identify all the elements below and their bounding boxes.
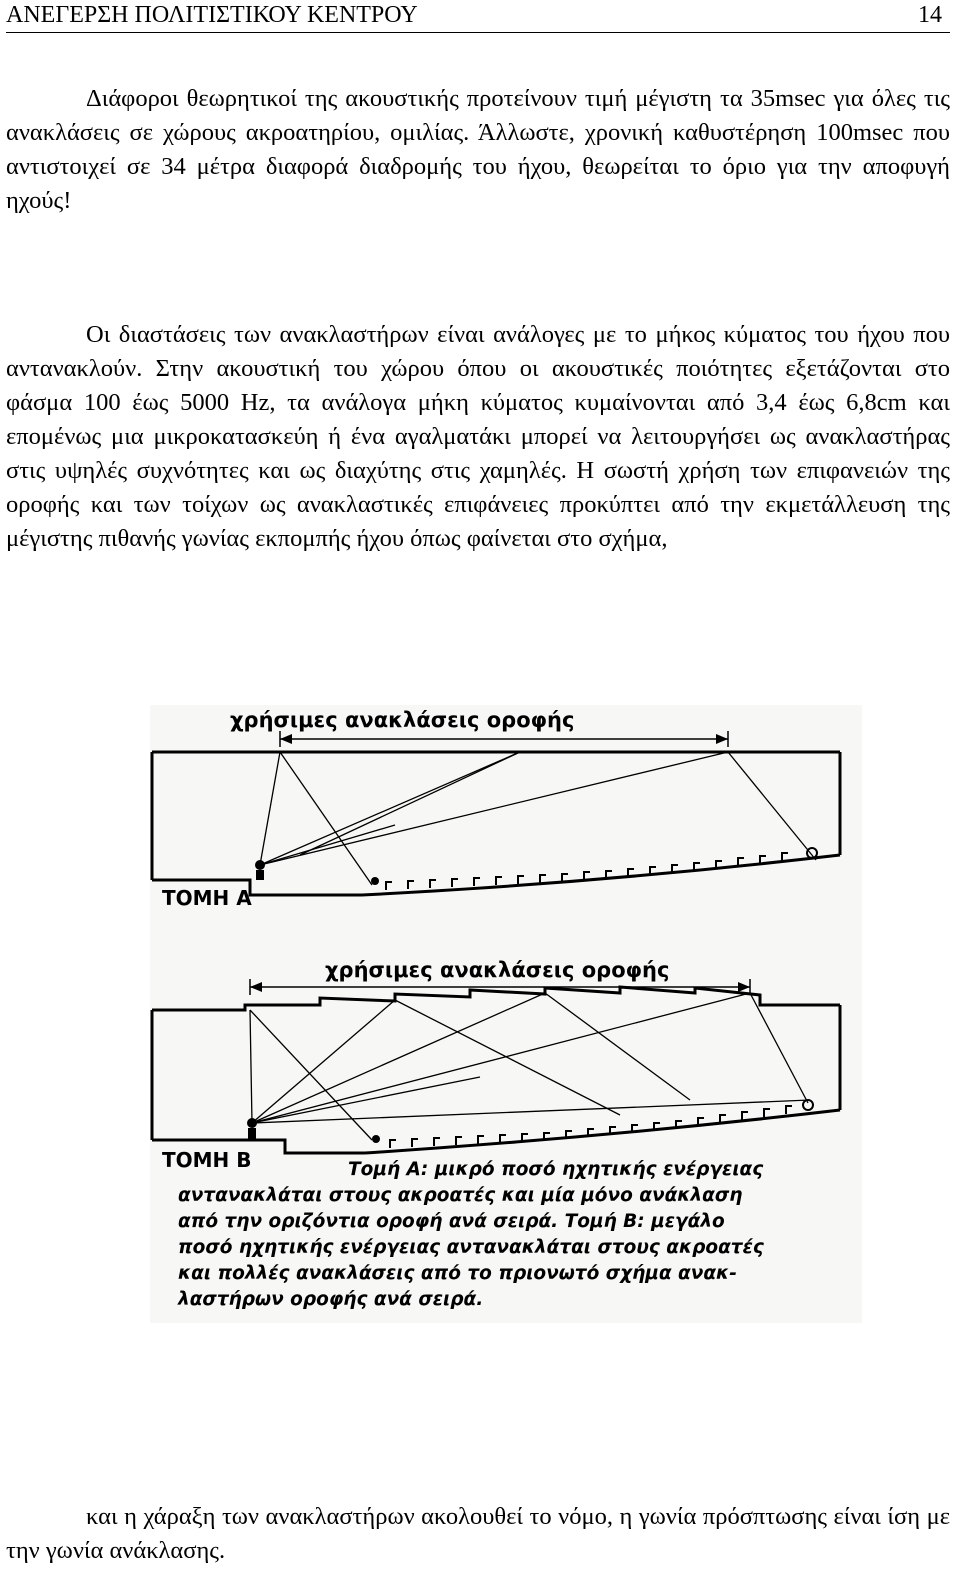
sound-source-b	[247, 1118, 257, 1128]
figure-label-top-b: χρήσιμες ανακλάσεις οροφής	[325, 958, 670, 982]
caption-line-4: ποσό ηχητικής ενέργειας αντανακλάται στους ακροατές	[178, 1237, 764, 1258]
caption-line-5: και πολλές ανακλάσεις από το πριονωτό σχήμα ανακ-	[178, 1263, 737, 1284]
acoustic-section-figure	[150, 705, 862, 1323]
paragraph-3-text: και η χάραξη των ανακλαστήρων ακολουθεί το νόμο, η γωνία πρόσπτωσης είναι ίση με την γωνία ανάκλασης.	[6, 1503, 950, 1564]
section-b-label: ΤΟΜΗ Β	[162, 1148, 252, 1172]
paragraph-3	[6, 1500, 950, 1568]
caption-line-2: αντανακλάται στους ακροατές και μία μόνο ανάκλαση	[178, 1185, 743, 1206]
paragraph-1	[6, 82, 950, 218]
section-a-label: ΤΟΜΗ Α	[162, 886, 252, 910]
page-number: 14	[918, 2, 942, 28]
sound-source-a	[255, 860, 265, 870]
page-header	[6, 0, 950, 33]
caption-line-3: από την οριζόντια οροφή ανά σειρά. Τομή Β: μεγάλο	[178, 1211, 725, 1232]
listener-seats-b	[390, 1106, 792, 1148]
sound-rays-a	[260, 752, 816, 885]
caption-line-1: Τομή Α: μικρό ποσό ηχητικής ενέργειας	[348, 1159, 764, 1180]
caption-line-6: λαστήρων οροφής ανά σειρά.	[178, 1289, 484, 1310]
arrowhead-right-b	[738, 982, 750, 992]
section-diagram	[150, 705, 862, 1323]
raked-floor-b	[365, 1110, 840, 1153]
raked-floor-a	[362, 855, 840, 895]
listener-seats-a	[386, 853, 788, 890]
paragraph-2	[6, 318, 950, 556]
paragraph-2-text: Οι διαστάσεις των ανακλαστήρων είναι ανάλογες με το μήκος κύματος του ήχου που αντανακλούν. Στην ακουστική του χώρου όπου οι ακουστικές ποιότητες εξετάζονται στο φάσμα 100 έως 5000 Hz, τα ανάλογα μήκη κύματος κυμαίνονται από 3,4 έως 6,8cm και επομένως μια μικροκατασκεύη ή ένα αγαλματάκι μπορεί να λειτουργήσει ως ανακλαστήρας στις υψηλές συχνότητες και ως διαχύτης στις χαμηλές. Η σωστή χρήση των επιφανειών της οροφής και των τοίχων ως ανακλαστικές επιφάνειες προκύπτει από την εκμετάλλευση της μέγιστης πιθανής γωνίας εκπομπής ήχου όπως φαίνεται στο σχήμα,	[6, 321, 950, 552]
figure-label-top-a: χρήσιμες ανακλάσεις οροφής	[230, 708, 575, 732]
sound-rays-b	[250, 993, 810, 1140]
header-title: ΑΝΕΓΕΡΣΗ ΠΟΛΙΤΙΣΤΙΚΟΥ ΚΕΝΤΡΟΥ	[6, 2, 418, 28]
arrowhead-left-b	[250, 982, 262, 992]
arrowhead-left-a	[280, 734, 292, 744]
sawtooth-ceiling-b	[152, 987, 840, 1010]
figure-caption	[177, 1159, 764, 1310]
arrowhead-right-a	[716, 734, 728, 744]
paragraph-1-text: Διάφοροι θεωρητικοί της ακουστικής προτείνουν τιμή μέγιστη τα 35msec για όλες τις ανακλάσεις σε χώρους ακροατηρίου, ομιλίας. Άλλωστε, χρονική καθυστέρηση 100msec που αντιστοιχεί σε 34 μέτρα διαφορά διαδρομής του ήχου, θεωρείται το όριο για την αποφυγή ηχούς!	[6, 85, 950, 214]
